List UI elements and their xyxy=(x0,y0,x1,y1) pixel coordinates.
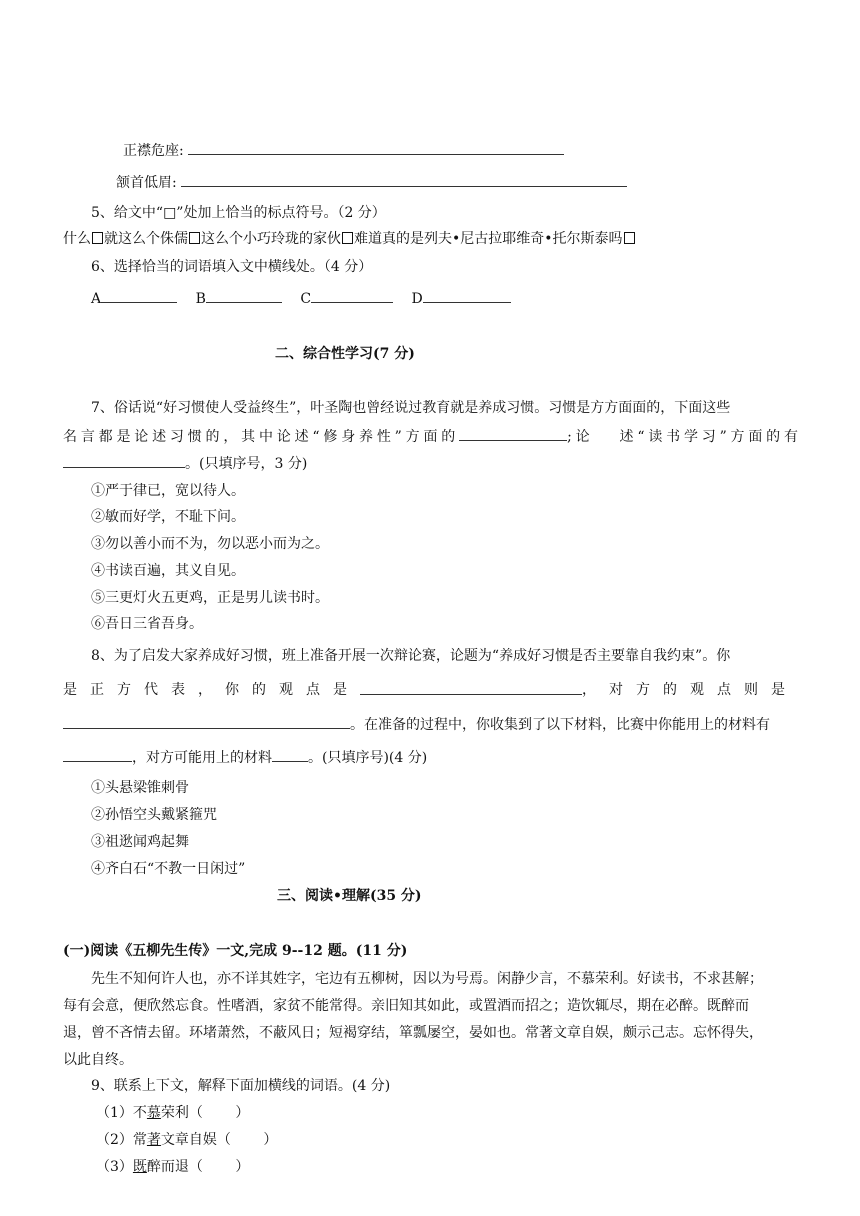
list-item: （1）不慕荣利（ ） xyxy=(96,1105,250,1121)
answer-blank[interactable] xyxy=(360,680,582,695)
list-item: ⑤三更灯火五更鸡，正是男儿读书时。 xyxy=(91,590,329,606)
answer-blank[interactable] xyxy=(63,453,185,468)
answer-blank[interactable] xyxy=(101,288,177,303)
list-item: （3）既醉而退（ ） xyxy=(96,1159,250,1175)
q7-line: 。(只填序号，3 分) xyxy=(63,453,307,474)
q8-line: ，对方可能用上的材料 。(只填序号)(4 分) xyxy=(63,747,427,768)
answer-blank[interactable] xyxy=(188,140,564,155)
answer-blank[interactable] xyxy=(63,747,132,762)
answer-blank[interactable] xyxy=(181,172,627,187)
term-line-1 xyxy=(123,140,564,161)
reading-heading: (一)阅读《五柳先生传》一文,完成 9--12 题。(11 分) xyxy=(63,943,408,959)
answer-blank[interactable] xyxy=(63,714,350,729)
list-item: ④书读百遍，其义自见。 xyxy=(91,563,245,579)
section-title: 二、综合性学习(7 分) xyxy=(275,346,415,362)
answer-blank[interactable] xyxy=(206,288,282,303)
list-item: ⑥吾日三省吾身。 xyxy=(91,616,203,632)
list-item: ③祖逖闻鸡起舞 xyxy=(91,834,189,850)
q9-question: 9、联系上下文，解释下面加横线的词语。(4 分) xyxy=(91,1078,391,1094)
list-item: （2）常著文章自娱（ ） xyxy=(96,1132,278,1148)
answer-blank[interactable] xyxy=(423,288,511,303)
list-item: ④齐白石“不教一日闲过” xyxy=(91,861,246,877)
answer-blank[interactable] xyxy=(459,426,567,441)
list-item: ①头悬梁锥刺骨 xyxy=(91,780,189,796)
q6-question: 6、选择恰当的词语填入文中横线处。（4 分） xyxy=(91,259,373,275)
list-item: ②敏而好学，不耻下问。 xyxy=(91,509,245,525)
passage-line: 退，曾不吝情去留。环堵萧然，不蔽风日；短褐穿结，箪瓢屡空，晏如也。常著文章自娱，颇示己志。忘怀得失， xyxy=(63,1025,763,1041)
q8-line: 。在准备的过程中，你收集到了以下材料，比赛中你能用上的材料有 xyxy=(63,714,770,735)
answer-blank[interactable] xyxy=(311,288,393,303)
q8-line: 是正方代表，你的观点是 ，对方的观点则是 xyxy=(63,682,798,698)
section-title: 三、阅读•理解(35 分) xyxy=(277,888,422,904)
q5-question: 5、给文中“□”处加上恰当的标点符号。（2 分） xyxy=(91,205,386,221)
list-item: ②孙悟空头戴紧箍咒 xyxy=(91,807,217,823)
q7-line: 名言都是论述习惯的，其中论述“修身养性”方面的 ;论 述“读书学习”方面的有 xyxy=(63,426,798,447)
punct-box[interactable] xyxy=(92,232,103,244)
punct-box[interactable] xyxy=(342,232,353,244)
answer-blank[interactable] xyxy=(272,747,308,762)
passage-line: 以此自终。 xyxy=(63,1052,133,1068)
q6-options: A B C D xyxy=(91,288,511,309)
term-label: 颔首低眉: xyxy=(116,175,177,191)
punct-box[interactable] xyxy=(624,232,635,244)
list-item: ③勿以善小而不为，勿以恶小而为之。 xyxy=(91,536,329,552)
punct-box[interactable] xyxy=(189,232,200,244)
passage-line: 每有会意，便欣然忘食。性嗜酒，家贫不能常得。亲旧知其如此，或置酒而招之；造饮辄尽，期在必醉。既醉而 xyxy=(63,998,749,1014)
term-label: 正襟危座: xyxy=(123,143,184,159)
list-item: ①严于律已，宽以待人。 xyxy=(91,483,245,499)
q8-line: 8、为了启发大家养成好习惯，班上准备开展一次辩论赛，论题为“养成好习惯是否主要靠自我约束”。你 xyxy=(91,648,731,664)
q7-line: 7、俗话说“好习惯使人受益终生”，叶圣陶也曾经说过教育就是养成习惯。习惯是方方面面的，下面这些 xyxy=(91,400,731,416)
passage-line: 先生不知何许人也，亦不详其姓字，宅边有五柳树，因以为号焉。闲静少言，不慕荣利。好读书，不求甚解； xyxy=(91,971,763,987)
q5-sentence: 什么 就这么个侏儒 这么个小巧玲珑的家伙 难道真的是列夫•尼古拉耶维奇•托尔斯泰吗 xyxy=(63,229,636,249)
term-line-2 xyxy=(116,172,627,193)
